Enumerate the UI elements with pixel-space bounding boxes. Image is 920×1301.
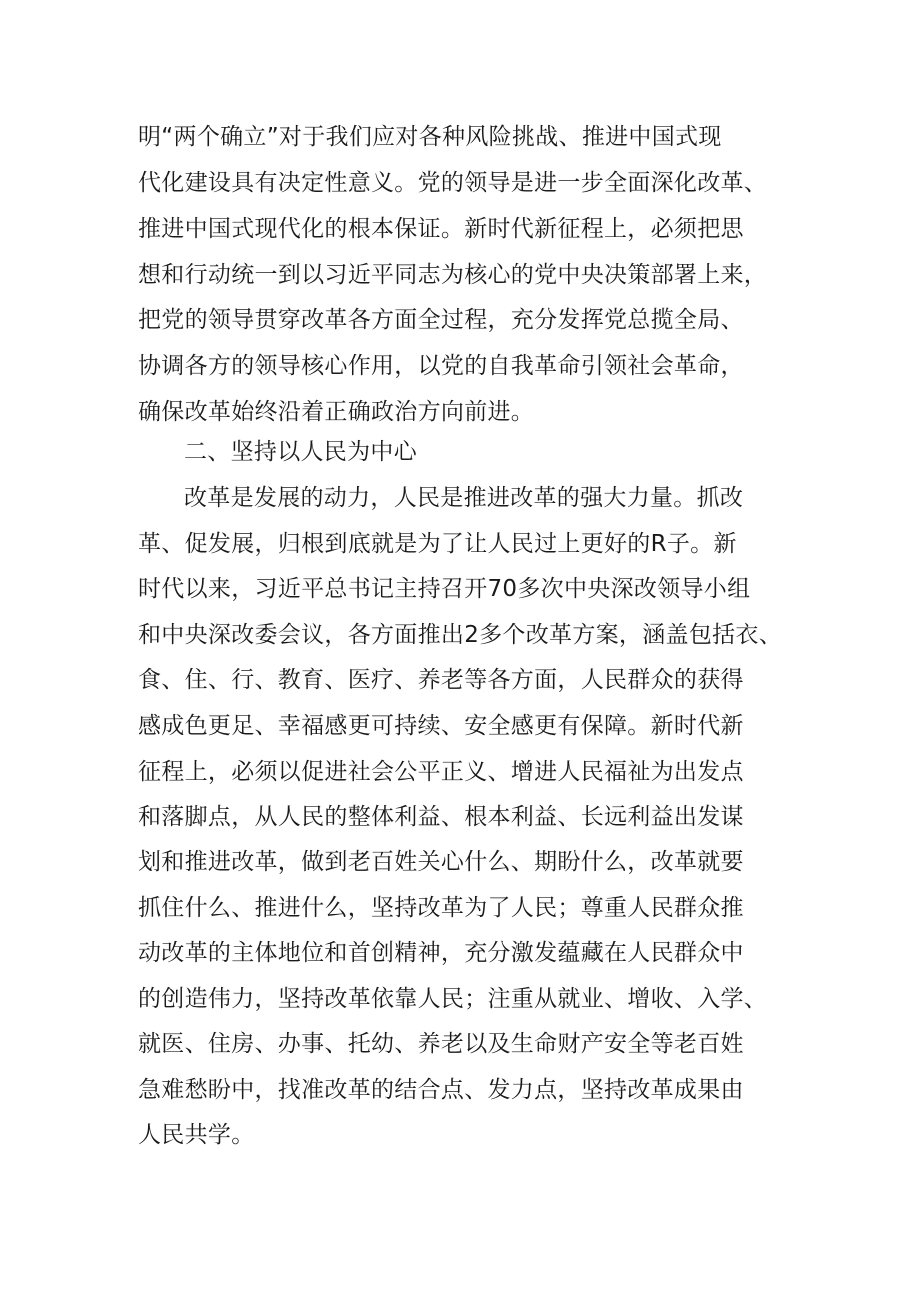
text-line: 协调各方的领导核心作用，以党的自我革命引领社会革命，: [138, 353, 744, 379]
text-line: 明“两个确立”对于我们应对各种风险挑战、推进中国式现: [138, 124, 722, 150]
text-line: 代化建设具有决定性意义。党的领导是进一步全面深化改革、: [138, 170, 768, 196]
text-line: 抓住什么、推进什么，坚持改革为了人民；尊重人民群众推: [138, 895, 744, 921]
text-line: 感成色更足、幸福感更可持续、安全感更有保障。新时代新: [138, 713, 744, 739]
text-line: 时代以来，习近平总书记主持召开70多次中央深改领导小组: [138, 576, 751, 602]
text-line: 确保改革始终沿着正确政治方向前进。: [138, 399, 535, 425]
section-heading: 二、坚持以人民为中心: [184, 439, 417, 465]
text-line: 和落脚点，从人民的整体利益、根本利益、长远利益出发谋: [138, 804, 744, 830]
text-line: 划和推进改革，做到老百姓关心什么、期盼什么，改革就要: [138, 849, 744, 875]
text-line: 想和行动统一到以习近平同志为核心的党中央决策部署上来，: [138, 262, 768, 288]
text-line: 革、促发展，归根到底就是为了让人民过上更好的R子。新: [138, 531, 737, 557]
text-line: 食、住、行、教育、医疗、养老等各方面，人民群众的获得: [138, 667, 744, 693]
text-line: 急难愁盼中，找准改革的结合点、发力点，坚持改革成果由: [138, 1077, 744, 1103]
text-line: 人民共学。: [138, 1122, 255, 1148]
text-line: 把党的领导贯穿改革各方面全过程，充分发挥党总揽全局、: [138, 307, 744, 333]
text-line: 征程上，必须以促进社会公平正义、增进人民福祉为出发点: [138, 759, 744, 785]
text-line: 推进中国式现代化的根本保证。新时代新征程上，必须把思: [138, 216, 744, 242]
text-line: 就医、住房、办事、托幼、养老以及生命财产安全等老百姓: [138, 1031, 744, 1057]
text-line: 和中央深改委会议，各方面推出2多个改革方案，涵盖包括衣、: [138, 622, 783, 648]
text-line: 动改革的主体地位和首创精神，充分激发蕴藏在人民群众中: [138, 940, 744, 966]
text-line: 的创造伟力，坚持改革依靠人民；注重从就业、增收、入学、: [138, 986, 768, 1012]
paragraph-first-line: 改革是发展的动力，人民是推进改革的强大力量。抓改: [184, 485, 744, 511]
